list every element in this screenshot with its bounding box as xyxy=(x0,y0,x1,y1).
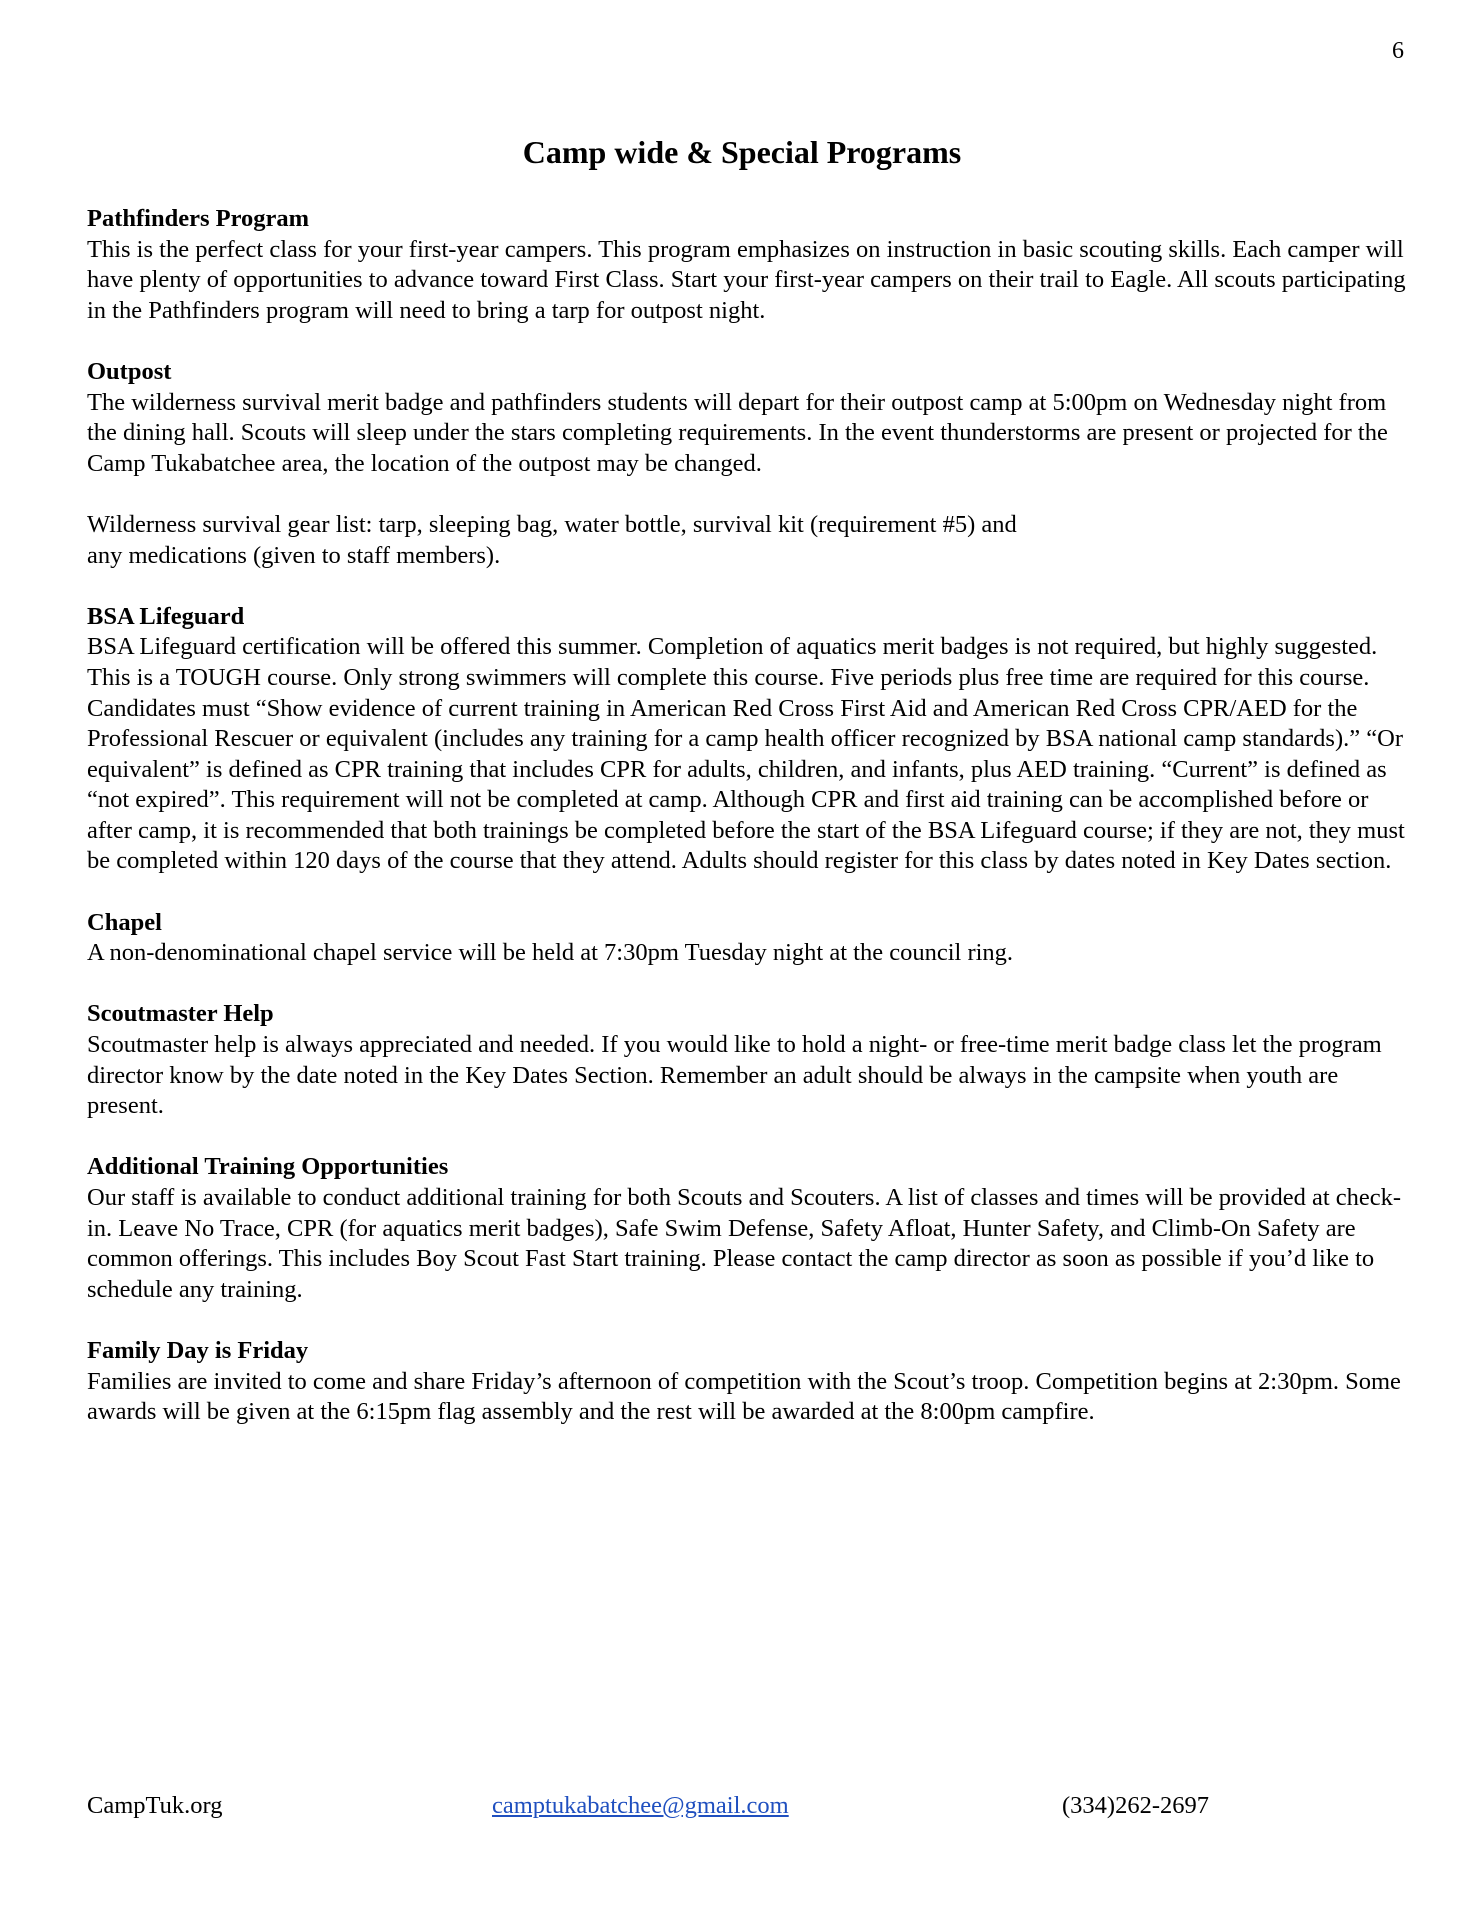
section-outpost xyxy=(87,357,1417,571)
page-number: 6 xyxy=(1392,38,1404,64)
gear-list-paragraph: Wilderness survival gear list: tarp, sleeping bag, water bottle, survival kit (requirement #5) and any medications (given to staff members). xyxy=(87,510,1017,569)
section-heading: Pathfinders Program xyxy=(87,205,310,232)
section-paragraph: This is the perfect class for your first-year campers. This program emphasizes on instruction in basic scouting skills. Each camper will have plenty of opportunities to advance toward First Class. Start your first-year campers on their trail to Eagle. All scouts participating in the Pathfinders program will need to bring a tarp for outpost night. xyxy=(87,235,1406,324)
section-paragraph: Families are invited to come and share Friday’s afternoon of competition with the Scout’s troop. Competition begins at 2:30pm. Some awards will be given at the 6:15pm flag assembly and the rest will be awarded at the 8:00pm campfire. xyxy=(87,1367,1401,1426)
section-heading: BSA Lifeguard xyxy=(87,602,245,630)
section-paragraph: Scoutmaster help is always appreciated and needed. If you would like to hold a night- or free-time merit badge class let the program director know by the date noted in the Key Dates Section. Remember an adult should be always in the campsite when youth are present. xyxy=(87,1031,1382,1120)
section-pathfinders xyxy=(87,204,1417,326)
section-family-day xyxy=(87,1336,1417,1428)
section-heading: Scoutmaster Help xyxy=(87,1000,274,1028)
section-heading: Chapel xyxy=(87,908,162,936)
section-paragraph: Our staff is available to conduct additional training for both Scouts and Scouters. A list of classes and times will be provided at check-in. Leave No Trace, CPR (for aquatics merit badges), Safe Swim Defense, Safety Afloat, Hunter Safety, and Climb-On Safety are common offerings. This includes Boy Scout Fast Start training. Please contact the camp director as soon as possible if you’d like to schedule any training. xyxy=(87,1184,1402,1303)
section-chapel xyxy=(87,908,1417,969)
section-paragraph: A non-denominational chapel service will be held at 7:30pm Tuesday night at the council ring. xyxy=(87,939,1014,967)
footer-email-link[interactable]: camptukabatchee@gmail.com xyxy=(492,1792,789,1819)
section-paragraph: BSA Lifeguard certification will be offered this summer. Completion of aquatics merit badges is not required, but highly suggested. This is a TOUGH course. Only strong swimmers will complete this course. Five periods plus free time are required for this course. Candidates must “Show evidence of current training in American Red Cross First Aid and American Red Cross CPR/AED for the Professional Rescuer or equivalent (includes any training for a camp health officer recognized by BSA national camp standards).” “Or equivalent” is defined as CPR training that includes CPR for adults, children, and infants, plus AED training. “Current” is defined as “not expired”. This requirement will not be completed at camp. Although CPR and first aid training can be accomplished before or after camp, it is recommended that both trainings be completed before the start of the BSA Lifeguard course; if they are not, they must be completed within 120 days of the course that they attend. Adults should register for this class by dates noted in Key Dates section. xyxy=(87,633,1405,875)
section-heading: Outpost xyxy=(87,357,172,385)
section-heading: Family Day is Friday xyxy=(87,1336,309,1364)
section-bsa-lifeguard xyxy=(87,602,1417,877)
footer-phone: (334)262-2697 xyxy=(1062,1792,1209,1819)
section-heading: Additional Training Opportunities xyxy=(87,1153,449,1181)
section-scoutmaster-help xyxy=(87,999,1417,1121)
footer-website: CampTuk.org xyxy=(87,1792,223,1819)
section-additional-training xyxy=(87,1152,1417,1305)
document-body xyxy=(87,204,1417,1458)
section-paragraph: The wilderness survival merit badge and pathfinders students will depart for their outpost camp at 5:00pm on Wednesday night from the dining hall. Scouts will sleep under the stars completing requirements. In the event thunderstorms are present or projected for the Camp Tukabatchee area, the location of the outpost may be changed. xyxy=(87,388,1388,477)
page-title: Camp wide & Special Programs xyxy=(522,134,962,170)
